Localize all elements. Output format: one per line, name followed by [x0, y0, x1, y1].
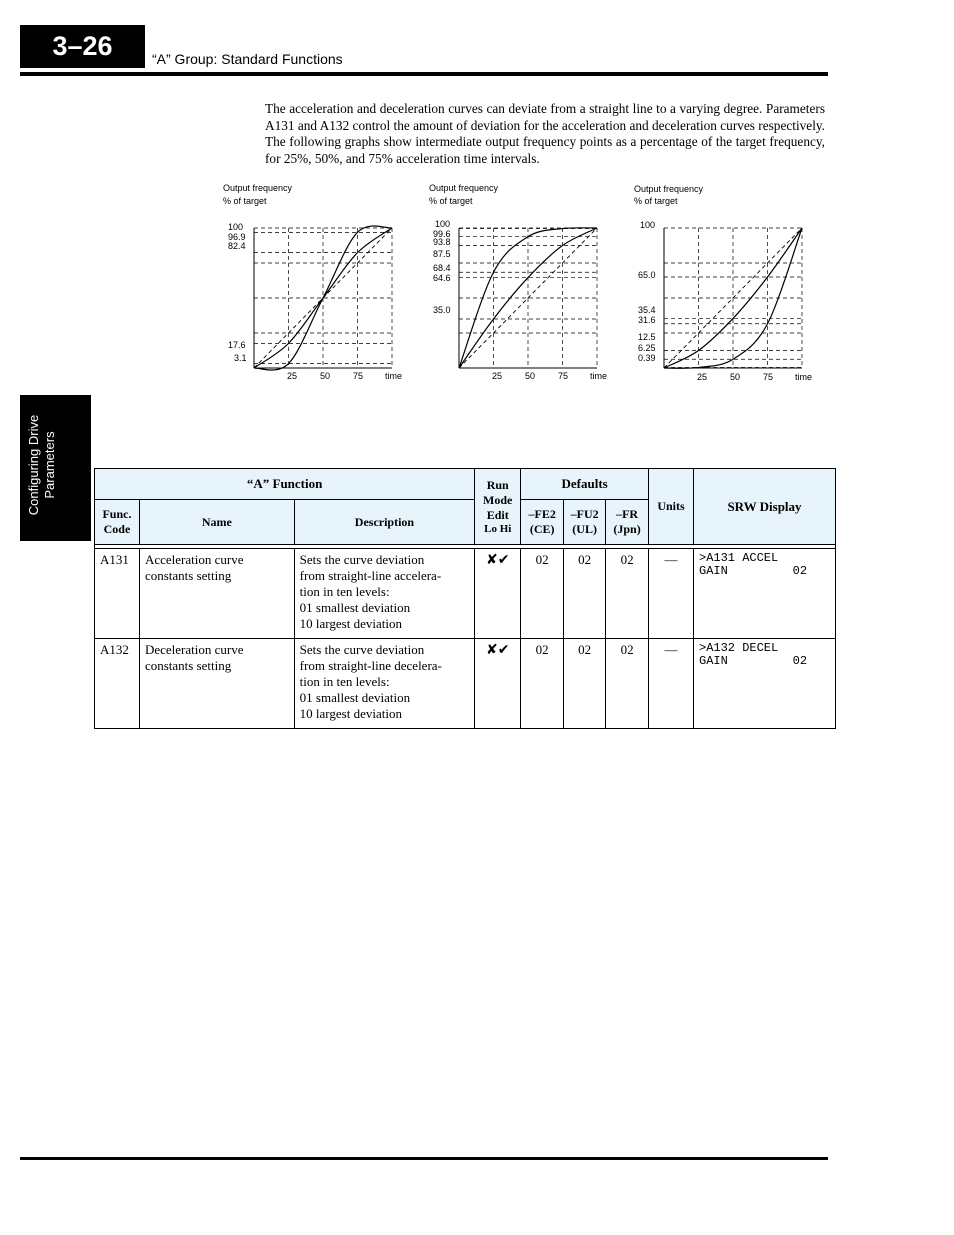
- desc-line: tion in ten levels:: [299, 674, 390, 689]
- graph1-xlabel: time: [385, 371, 403, 381]
- graph1-ylabel-2: % of target: [223, 196, 267, 206]
- defaults-header: Defaults: [521, 469, 649, 500]
- fe2-header-2: (CE): [529, 522, 555, 536]
- graph1-tick: 100: [228, 222, 244, 232]
- page-number: 3–26: [20, 25, 145, 68]
- graph2-y-ticks: [433, 219, 451, 315]
- graph3-tick: 12.5: [638, 332, 656, 342]
- graph2-ylabel-2: % of target: [429, 196, 473, 206]
- run-mode-marks: ✘✔: [475, 549, 521, 639]
- fu2-header-2: (UL): [572, 522, 597, 536]
- graph3-ylabel-2: % of target: [634, 196, 678, 206]
- run-mode-header: [475, 469, 521, 545]
- section-title: “A” Group: Standard Functions: [152, 51, 343, 67]
- srw-display-cell: [694, 549, 836, 639]
- func-code-cell: A131: [95, 549, 140, 639]
- units-cell: —: [649, 639, 694, 729]
- graph3-xtick: 25: [697, 372, 708, 382]
- graph2-tick: 100: [435, 219, 451, 229]
- graph1-ylabel-1: Output frequency: [223, 183, 293, 193]
- intro-paragraph: The acceleration and deceleration curves can deviate from a straight line to a varying degree. Parameters A131 and A132 control the amount of deviation for the acceleration and deceleration curves respectively. The following graphs show intermediate output frequency points as a percentage of the target frequency, for 25%, 50%, and 75% acceleration time intervals.: [265, 101, 825, 166]
- srw-line: >A132 DECEL: [699, 641, 779, 655]
- graph2-xtick: 50: [525, 371, 536, 381]
- desc-line: 10 largest deviation: [299, 616, 402, 631]
- srw-display-cell: [694, 639, 836, 729]
- graph1-tick: 3.1: [234, 353, 247, 363]
- default-fr: 02: [606, 639, 649, 729]
- run-mode-header-2: Mode: [483, 493, 513, 507]
- graph2-tick: 64.6: [433, 273, 451, 283]
- graph3-xtick: 50: [730, 372, 741, 382]
- name-header: Name: [139, 500, 294, 545]
- run-mode-header-sub: Lo Hi: [484, 523, 512, 535]
- srw-header: SRW Display: [694, 469, 836, 545]
- srw-line: >A131 ACCEL: [699, 551, 779, 565]
- graph2-tick: 35.0: [433, 305, 451, 315]
- desc-line: from straight-line accelera-: [299, 568, 442, 583]
- graph3-xtick: 75: [763, 372, 774, 382]
- description-cell: [294, 639, 475, 729]
- desc-line: tion in ten levels:: [299, 584, 390, 599]
- graph2-tick: 99.6: [433, 229, 451, 239]
- side-tab-label: [26, 395, 58, 535]
- units-header: Units: [649, 469, 694, 545]
- graph1-tick: 82.4: [228, 241, 246, 251]
- graph2-ylabel-1: Output frequency: [429, 183, 499, 193]
- graph-accel-curve: [429, 183, 607, 381]
- graph2-xtick: 75: [558, 371, 569, 381]
- fr-header-2: (Jpn): [613, 522, 641, 536]
- graph3-x-ticks: [697, 372, 812, 382]
- graph-s-curve: [223, 183, 402, 381]
- desc-line: 01 smallest deviation: [299, 690, 411, 705]
- fr-header: [606, 500, 649, 545]
- graph-decel-curve: [634, 184, 812, 382]
- srw-line: GAIN 02: [699, 564, 808, 578]
- graph2-xlabel: time: [590, 371, 608, 381]
- curve-graphs: [215, 180, 825, 390]
- desc-line: 01 smallest deviation: [299, 600, 411, 615]
- graph2-tick: 68.4: [433, 263, 451, 273]
- group-header: “A” Function: [95, 469, 475, 500]
- graph1-tick: 96.9: [228, 232, 246, 242]
- func-code-header-1: Func.: [102, 507, 132, 521]
- graph2-x-ticks: [492, 371, 607, 381]
- default-fu2: 02: [564, 549, 606, 639]
- description-header: Description: [294, 500, 475, 545]
- name-cell: [139, 549, 294, 639]
- graph2-tick: 93.8: [433, 237, 451, 247]
- run-mode-header-1: Run: [486, 478, 509, 492]
- graph3-tick: 31.6: [638, 315, 656, 325]
- srw-line: GAIN 02: [699, 654, 808, 668]
- desc-line: Sets the curve deviation: [299, 552, 425, 567]
- side-tab-line1: Configuring Drive: [26, 414, 41, 516]
- desc-line: from straight-line decelera-: [299, 658, 442, 673]
- graph2-tick: 87.5: [433, 249, 451, 259]
- parameter-table: [94, 468, 836, 729]
- name-line: Deceleration curve: [144, 642, 244, 657]
- graph3-xlabel: time: [795, 372, 813, 382]
- units-cell: —: [649, 549, 694, 639]
- func-code-header-2: Code: [103, 522, 131, 536]
- fu2-header: [564, 500, 606, 545]
- fe2-header: [521, 500, 564, 545]
- graph1-x-ticks: [287, 371, 402, 381]
- func-code-cell: A132: [95, 639, 140, 729]
- fu2-header-1: –FU2: [570, 507, 599, 521]
- graph1-xtick: 75: [353, 371, 364, 381]
- graph1-xtick: 50: [320, 371, 331, 381]
- graph3-y-ticks: [638, 220, 656, 363]
- graph1-tick: 17.6: [228, 340, 246, 350]
- graph3-tick: 35.4: [638, 305, 656, 315]
- graph3-tick: 100: [640, 220, 656, 230]
- graph3-tick: 6.25: [638, 343, 656, 353]
- graph3-plot: [664, 228, 802, 368]
- footer-rule: [20, 1157, 828, 1160]
- side-tab-line2: Parameters: [42, 431, 57, 499]
- graph1-plot: [254, 226, 392, 370]
- graph3-ylabel-1: Output frequency: [634, 184, 704, 194]
- default-fr: 02: [606, 549, 649, 639]
- default-fu2: 02: [564, 639, 606, 729]
- name-line: Acceleration curve: [144, 552, 244, 567]
- table-row: [95, 549, 836, 639]
- description-cell: [294, 549, 475, 639]
- table-row: [95, 639, 836, 729]
- desc-line: Sets the curve deviation: [299, 642, 425, 657]
- name-line: constants setting: [144, 658, 232, 673]
- name-line: constants setting: [144, 568, 232, 583]
- header-rule: [20, 72, 828, 76]
- default-fe2: 02: [521, 549, 564, 639]
- graph1-y-ticks: [228, 222, 247, 363]
- name-cell: [139, 639, 294, 729]
- graph1-xtick: 25: [287, 371, 298, 381]
- graph2-xtick: 25: [492, 371, 503, 381]
- graph3-tick: 0.39: [638, 353, 656, 363]
- desc-line: 10 largest deviation: [299, 706, 402, 721]
- run-mode-header-3: Edit: [486, 508, 509, 522]
- fe2-header-1: –FE2: [528, 507, 556, 521]
- graph3-tick: 65.0: [638, 270, 656, 280]
- fr-header-1: –FR: [616, 507, 639, 521]
- graph2-plot: [459, 228, 597, 368]
- default-fe2: 02: [521, 639, 564, 729]
- func-code-header: [95, 500, 140, 545]
- run-mode-marks: ✘✔: [475, 639, 521, 729]
- side-tab: [20, 395, 91, 541]
